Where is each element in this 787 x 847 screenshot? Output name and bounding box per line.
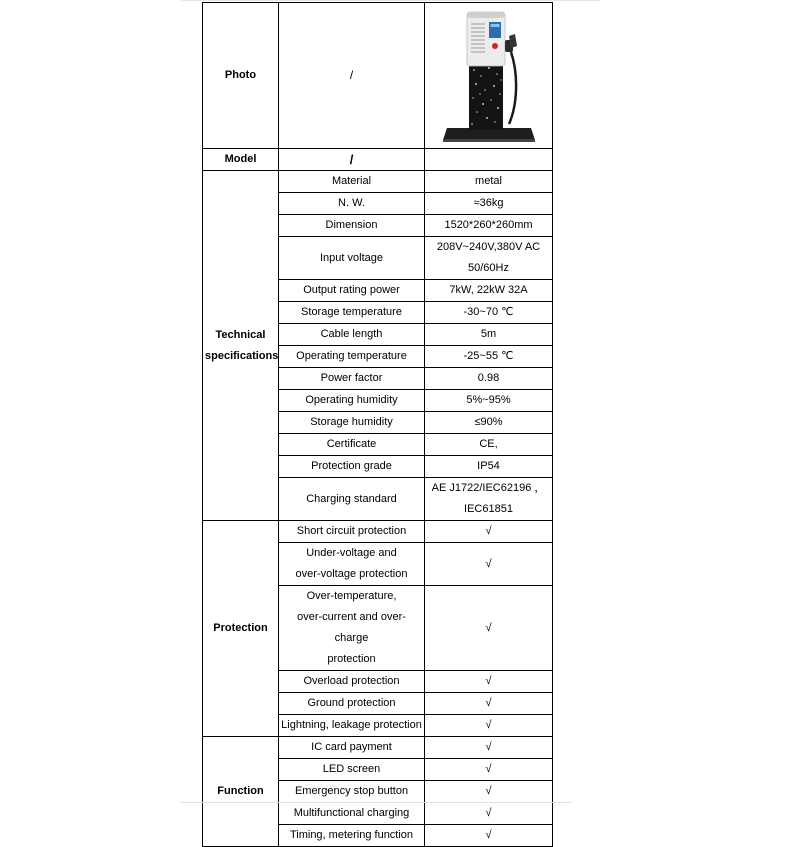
technical-item-value [425,237,553,280]
function-item-value-line: √ [485,741,492,753]
technical-item-name [279,390,425,412]
technical-item-value [425,478,553,521]
technical-item-value-line: -30~70 ℃ [463,306,514,318]
technical-item-value [425,346,553,368]
protection-item-name-line: Ground protection [307,697,396,709]
spec-table [202,2,553,847]
technical-item-value-line: IP54 [477,460,500,472]
function-item-value [425,781,553,803]
technical-item-value-line: IEC61851 [464,503,513,515]
technical-item-name [279,346,425,368]
technical-row [203,171,553,193]
function-item-name [279,781,425,803]
protection-item-value-line: √ [485,557,492,570]
function-item-name [279,825,425,847]
protection-item-name-line: over-current and over-charge [297,611,406,644]
technical-item-value-line: ≈36kg [473,197,504,209]
model-row [203,149,553,171]
function-item-value-line: √ [485,763,492,775]
technical-item-name [279,280,425,302]
protection-item-name [279,543,425,586]
protection-item-value [425,671,553,693]
protection-item-value-line: √ [485,675,492,687]
technical-item-value [425,412,553,434]
photo-slash: / [279,3,425,149]
technical-item-name-line: Dimension [325,219,378,231]
protection-item-name-line: Overload protection [303,675,400,687]
technical-item-name-line: Protection grade [311,460,392,472]
charger-image [439,6,539,146]
protection-item-value [425,586,553,671]
photo-row [203,3,553,149]
technical-item-name-line: Power factor [320,372,383,384]
model-slash: / [279,149,425,171]
function-group-label-line: Function [217,785,264,797]
protection-item-value [425,715,553,737]
technical-item-name-line: Cable length [320,328,383,340]
technical-item-name-line: Charging standard [306,492,397,505]
protection-item-name [279,521,425,543]
protection-item-name [279,693,425,715]
function-item-name-line: LED screen [322,763,381,775]
protection-item-name-line: Lightning, leakage protection [281,719,422,731]
technical-item-value [425,324,553,346]
function-item-value [425,825,553,847]
protection-item-name-line: protection [327,653,376,665]
technical-item-name-line: Material [331,175,372,187]
technical-item-value-line: CE, [479,438,498,450]
protection-item-value-line: √ [485,525,492,537]
technical-item-value-line: 5%~95% [466,394,511,406]
model-value [425,149,553,171]
technical-item-name [279,193,425,215]
top-rule [181,0,601,1]
protection-group-label [203,521,279,737]
technical-item-name [279,215,425,237]
function-item-name [279,759,425,781]
function-item-value [425,759,553,781]
technical-item-name [279,368,425,390]
function-item-name-line: Timing, metering function [289,829,414,841]
technical-item-value-line: metal [475,175,502,187]
technical-item-name [279,237,425,280]
technical-item-name [279,456,425,478]
technical-item-name-line: Output rating power [303,284,400,296]
technical-item-name-line: N. W. [338,197,365,209]
technical-item-name [279,171,425,193]
technical-item-value [425,456,553,478]
technical-item-value-line: 208V~240V,380V AC [436,241,541,253]
function-item-value-line: √ [485,807,492,819]
protection-item-name [279,671,425,693]
photo-label: Photo [203,3,279,149]
bottom-rule [181,802,571,803]
protection-item-value [425,543,553,586]
protection-item-value-line: √ [485,621,492,634]
technical-item-value [425,215,553,237]
technical-item-value [425,434,553,456]
technical-group-label-line: specifications [205,349,279,362]
photo-image-cell [425,3,553,149]
technical-item-name-line: Operating temperature [296,350,407,362]
technical-item-value-line: 1520*260*260mm [444,219,533,231]
protection-item-name-line: Over-temperature, [306,590,397,602]
technical-item-value [425,171,553,193]
protection-item-value [425,693,553,715]
protection-item-name [279,715,425,737]
technical-item-name [279,324,425,346]
technical-item-value [425,302,553,324]
technical-item-value-line: AE J1722/IEC62196 ， [431,482,546,494]
function-item-name-line: Multifunctional charging [293,807,410,819]
technical-item-value [425,390,553,412]
function-item-value-line: √ [485,785,492,797]
protection-item-name [279,586,425,671]
protection-item-value [425,521,553,543]
technical-item-name [279,412,425,434]
protection-item-name-line: over-voltage protection [295,568,408,580]
function-item-value [425,803,553,825]
technical-item-value [425,368,553,390]
protection-item-name-line: Short circuit protection [296,525,407,537]
technical-item-value-line: 7kW, 22kW 32A [449,284,528,296]
technical-item-value-line: -25~55 ℃ [463,350,514,362]
technical-item-name [279,478,425,521]
protection-group-label-line: Protection [213,622,268,634]
function-item-name-line: Emergency stop button [294,785,409,797]
function-item-value [425,737,553,759]
technical-item-name-line: Certificate [326,438,377,450]
technical-group-label [203,171,279,521]
protection-item-value-line: √ [485,697,492,709]
function-group-label [203,737,279,847]
technical-item-name [279,434,425,456]
technical-item-name-line: Operating humidity [305,394,398,406]
function-item-name-line: IC card payment [311,741,392,753]
protection-row [203,521,553,543]
function-item-name [279,803,425,825]
technical-item-name [279,302,425,324]
model-label: Model [203,149,279,171]
protection-item-name-line: Under-voltage and [306,547,397,559]
technical-item-value-line: 0.98 [477,372,500,384]
technical-item-value-line: 5m [480,328,497,340]
function-row [203,737,553,759]
technical-item-name-line: Storage humidity [310,416,393,428]
technical-item-value-line: ≤90% [474,416,503,428]
technical-group-label-line: Technical [215,328,266,341]
technical-item-value-line: 50/60Hz [468,262,509,274]
protection-item-value-line: √ [485,719,492,731]
technical-item-name-line: Input voltage [320,251,383,264]
technical-item-name-line: Storage temperature [301,306,402,318]
technical-item-value [425,193,553,215]
function-item-value-line: √ [485,829,492,841]
function-item-name [279,737,425,759]
technical-item-value [425,280,553,302]
